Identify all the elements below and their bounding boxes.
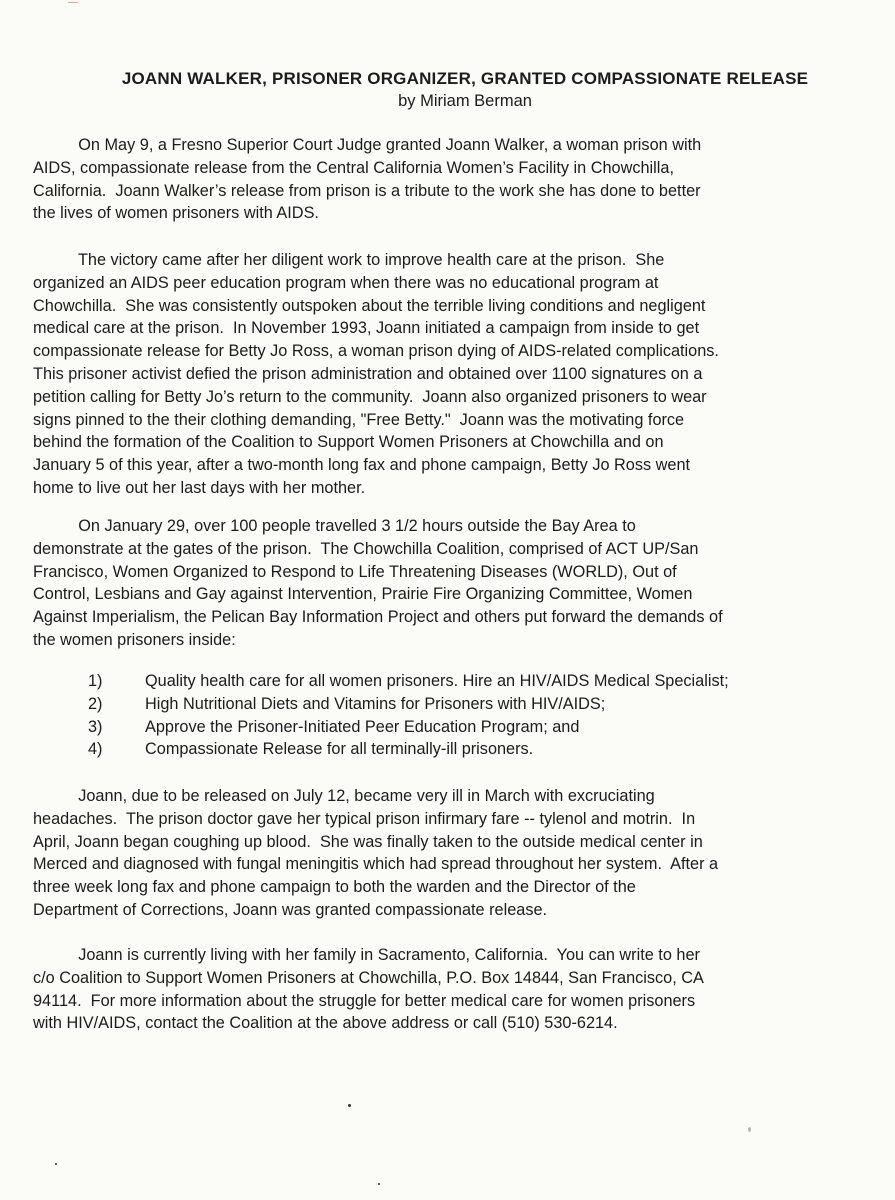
list-text: Approve the Prisoner-Initiated Peer Education Program; and (145, 717, 580, 736)
list-number: 3) (88, 717, 103, 736)
list-item (88, 693, 729, 716)
paragraph-line: Chowchilla. She was consistently outspoken about the terrible living conditions and negligent (33, 296, 706, 315)
list-number: 4) (88, 740, 103, 759)
list-text: Compassionate Release for all terminally-ill prisoners. (145, 740, 534, 759)
corner-ink-mark: — (68, 0, 78, 8)
paragraph-line: medical care at the prison. In November 1993, Joann initiated a campaign from inside to get (33, 319, 700, 338)
paragraph-line: three week long fax and phone campaign to both the warden and the Director of the (33, 878, 636, 897)
paper-speck (378, 1183, 380, 1185)
paper-speck (55, 1163, 57, 1165)
paragraph-line: January 5 of this year, after a two-month long fax and phone campaign, Betty Jo Ross went (33, 456, 691, 475)
list-item (88, 738, 729, 761)
paragraph-line: with HIV/AIDS, contact the Coalition at the above address or call (510) 530-6214. (33, 1014, 618, 1033)
paragraph-line: Against Imperialism, the Pelican Bay Information Project and others put forward the demands of (33, 608, 723, 627)
paragraph-line: petition calling for Betty Jo’s return to the community. Joann also organized prisoners to wear (33, 387, 707, 406)
paragraph-line: behind the formation of the Coalition to Support Women Prisoners at Chowchilla and on (33, 433, 664, 452)
paragraph-1 (33, 134, 895, 225)
list-item (88, 716, 729, 739)
paragraph-line: Department of Corrections, Joann was granted compassionate release. (33, 900, 548, 919)
paragraph-line: Control, Lesbians and Gay against Intervention, Prairie Fire Organizing Committee, Women (33, 585, 693, 604)
paragraph-4 (33, 785, 895, 922)
paragraph-line: the women prisoners inside: (33, 630, 236, 649)
paragraph-line: organized an AIDS peer education program when there was no educational program at (33, 273, 659, 292)
list-item (88, 670, 729, 693)
paragraph-line: 94114. For more information about the struggle for better medical care for women prisoners (33, 991, 696, 1010)
paragraph-line: Merced and diagnosed with fungal meningitis which had spread throughout her system. After a (33, 855, 719, 874)
paragraph-line: headaches. The prison doctor gave her typical prison infirmary fare -- tylenol and motrin. In (33, 809, 696, 828)
paragraph-line: California. Joann Walker’s release from prison is a tribute to the work she has done to better (33, 181, 701, 200)
list-text: Quality health care for all women prisoners. Hire an HIV/AIDS Medical Specialist; (145, 672, 729, 690)
paragraph-line: c/o Coalition to Support Women Prisoners at Chowchilla, P.O. Box 14844, San Francisco, CA (33, 968, 704, 987)
list-number: 1) (88, 672, 103, 690)
paper-speck (348, 1104, 351, 1107)
paragraph-line: On January 29, over 100 people travelled 3 1/2 hours outside the Bay Area to (33, 517, 636, 535)
paragraph-line: On May 9, a Fresno Superior Court Judge granted Joann Walker, a woman prison with (33, 136, 702, 154)
paragraph-line: demonstrate at the gates of the prison. The Chowchilla Coalition, comprised of ACT UP/San (33, 539, 699, 558)
demands-list (88, 670, 729, 761)
paragraph-line: The victory came after her diligent work to improve health care at the prison. She (33, 251, 665, 269)
paragraph-line: the lives of women prisoners with AIDS. (33, 204, 319, 223)
paragraph-line: home to live out her last days with her mother. (33, 478, 366, 497)
paragraph-line: Joann is currently living with her family in Sacramento, California. You can write to her (33, 946, 700, 964)
paragraph-line: Joann, due to be released on July 12, became very ill in March with excruciating (33, 787, 655, 805)
list-number: 2) (88, 694, 103, 713)
paragraph-line: Francisco, Women Organized to Respond to Life Threatening Diseases (WORLD), Out of (33, 562, 677, 581)
paragraph-line: April, Joann began coughing up blood. She was finally taken to the outside medical center in (33, 832, 703, 851)
paragraph-2 (33, 249, 895, 500)
paragraph-5 (33, 944, 895, 1035)
paper-speck (748, 1127, 751, 1132)
paragraph-line: signs pinned to the their clothing demanding, "Free Betty." Joann was the motivating force (33, 410, 685, 429)
paragraph-line: This prisoner activist defied the prison administration and obtained over 1100 signatures on a (33, 364, 703, 383)
list-text: High Nutritional Diets and Vitamins for Prisoners with HIV/AIDS; (145, 694, 606, 713)
paragraph-line: AIDS, compassionate release from the Central California Women’s Facility in Chowchilla, (33, 158, 674, 177)
paragraph-line: compassionate release for Betty Jo Ross, a woman prison dying of AIDS-related complications. (33, 342, 719, 361)
document-title: JOANN WALKER, PRISONER ORGANIZER, GRANTED COMPASSIONATE RELEASE (121, 69, 809, 88)
author-byline: by Miriam Berman (398, 92, 532, 110)
paragraph-3 (33, 515, 895, 652)
